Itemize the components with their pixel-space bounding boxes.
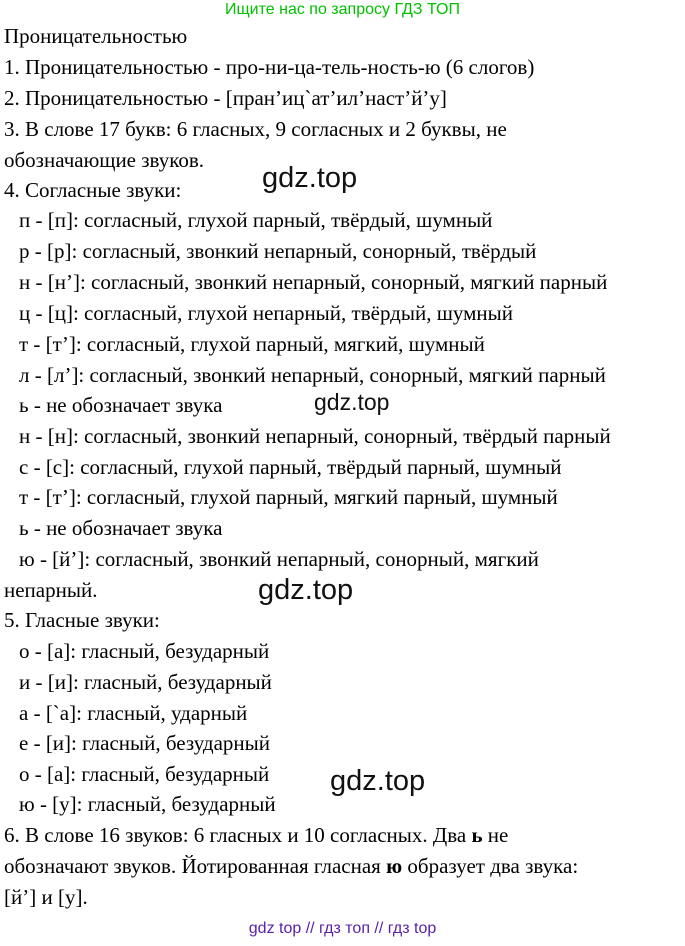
vowel-row: е - [и]: гласный, безударный [19, 731, 270, 755]
consonant-row: ю - [й’]: согласный, звонкий непарный, сонорный, мягкий [19, 547, 539, 571]
vowel-row: о - [а]: гласный, безударный [19, 639, 270, 663]
consonant-row: р - [р]: согласный, звонкий непарный, сонорный, твёрдый [19, 239, 537, 263]
sounds-count-line: 6. В слове 16 звуков: 6 гласных и 10 согласных. Два ь не [4, 823, 509, 847]
consonant-row: т - [т’]: согласный, глухой парный, мягкий парный, шумный [19, 485, 558, 509]
consonant-row: п - [п]: согласный, глухой парный, твёрдый, шумный [19, 208, 493, 232]
word-heading: Проницательностью [4, 24, 188, 48]
consonant-row: ь - не обозначает звука [19, 516, 223, 540]
vowel-row: а - [`а]: гласный, ударный [19, 701, 248, 725]
sounds-count-line-end: [й’] и [у]. [4, 885, 88, 909]
consonant-row: н - [н’]: согласный, звонкий непарный, сонорный, мягкий парный [19, 270, 608, 294]
watermark: gdz.top [258, 574, 354, 606]
vowels-heading: 5. Гласные звуки: [4, 608, 160, 632]
consonant-row: н - [н]: согласный, звонкий непарный, сонорный, твёрдый парный [19, 424, 611, 448]
consonant-row: с - [с]: согласный, глухой парный, твёрдый парный, шумный [19, 455, 562, 479]
vowel-row: и - [и]: гласный, безударный [19, 670, 272, 694]
watermark: gdz.top [330, 765, 426, 797]
consonant-row-cont: непарный. [4, 578, 98, 602]
syllables-line: 1. Проницательностью - про-ни-ца-тель-ность-ю (6 слогов) [4, 55, 535, 79]
letters-count-line: 3. В слове 17 букв: 6 гласных, 9 согласных и 2 буквы, не [4, 117, 507, 141]
vowel-row: ю - [у]: гласный, безударный [19, 792, 276, 816]
consonant-row: л - [л’]: согласный, звонкий непарный, сонорный, мягкий парный [19, 363, 606, 387]
consonant-row: ц - [ц]: согласный, глухой непарный, твёрдый, шумный [19, 301, 513, 325]
letters-count-line-cont: обозначающие звуков. [4, 148, 205, 172]
watermark: gdz.top [314, 389, 390, 415]
watermark: gdz.top [262, 162, 358, 194]
vowel-row: о - [а]: гласный, безударный [19, 762, 270, 786]
transcription-line: 2. Проницательностью - [пран’иц`ат’ил’наст’й’у] [4, 86, 447, 110]
search-banner: Ищите нас по запросу ГДЗ ТОП [225, 1, 460, 18]
consonant-row: т - [т’]: согласный, глухой парный, мягкий, шумный [19, 332, 485, 356]
consonants-heading: 4. Согласные звуки: [4, 178, 182, 202]
footer-links: gdz top // гдз топ // гдз top [248, 920, 437, 937]
consonant-row: ь - не обозначает звука [19, 393, 223, 417]
sounds-count-line-cont: обозначают звуков. Йотированная гласная ю образует два звука: [4, 854, 579, 878]
